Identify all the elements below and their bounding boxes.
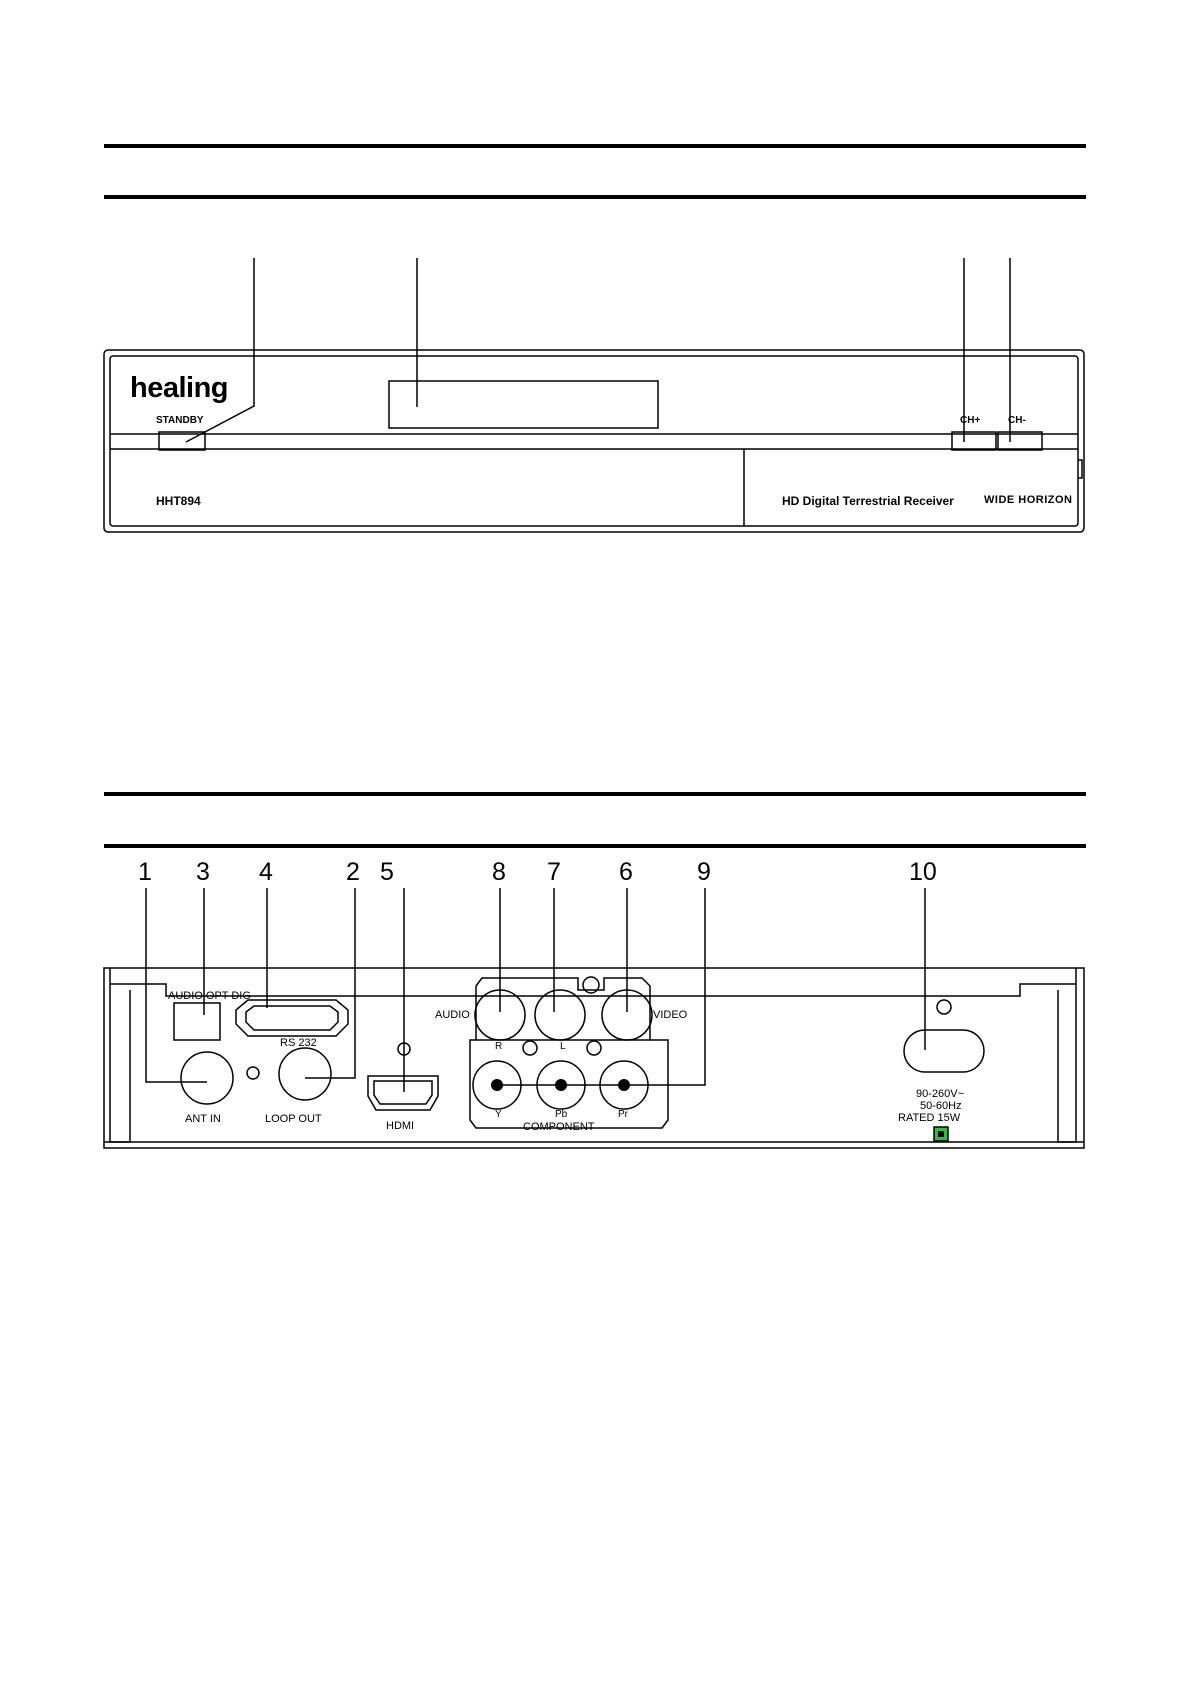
callout-2: 2	[346, 858, 360, 886]
loop-out-port	[279, 1048, 331, 1100]
label-pr: Pr	[618, 1109, 628, 1120]
audio-l-port	[535, 990, 585, 1040]
label-video: VIDEO	[653, 1009, 688, 1021]
label-audio-opt-dig: AUDIO OPT DIG	[168, 990, 251, 1002]
label-frequency: 50-60Hz	[920, 1100, 962, 1112]
callout-1: 1	[138, 858, 152, 886]
standby-label: STANDBY	[156, 415, 204, 426]
ch-minus-label: CH-	[1008, 415, 1026, 426]
callout-5: 5	[380, 858, 394, 886]
label-loop-out: LOOP OUT	[265, 1113, 322, 1125]
callout-3: 3	[196, 858, 210, 886]
brand-logo: healing	[130, 372, 229, 404]
callout-8: 8	[492, 858, 506, 886]
label-ant-in: ANT IN	[185, 1113, 221, 1125]
label-l: L	[560, 1041, 566, 1052]
callout-7: 7	[547, 858, 561, 886]
callout-6: 6	[619, 858, 633, 886]
label-component: COMPONENT	[523, 1121, 595, 1133]
label-pb: Pb	[555, 1109, 568, 1120]
model-number: HHT894	[156, 494, 201, 508]
callout-4: 4	[259, 858, 273, 886]
label-voltage: 90-260V~	[916, 1088, 965, 1100]
callout-9: 9	[697, 858, 711, 886]
product-name: HD Digital Terrestrial Receiver	[782, 494, 954, 508]
label-audio: AUDIO	[435, 1009, 470, 1021]
label-rs232: RS 232	[280, 1037, 317, 1049]
optical-port	[174, 1003, 220, 1040]
callout-10: 10	[909, 858, 937, 886]
power-socket	[904, 1030, 984, 1072]
label-rated: RATED 15W	[898, 1112, 961, 1124]
manufacturer-logo: WIDE HORIZON	[984, 494, 1073, 506]
label-hdmi: HDMI	[386, 1120, 415, 1132]
ant-in-port	[181, 1052, 233, 1104]
label-y: Y	[495, 1109, 502, 1120]
ch-plus-label: CH+	[960, 415, 981, 426]
label-r: R	[495, 1041, 503, 1052]
